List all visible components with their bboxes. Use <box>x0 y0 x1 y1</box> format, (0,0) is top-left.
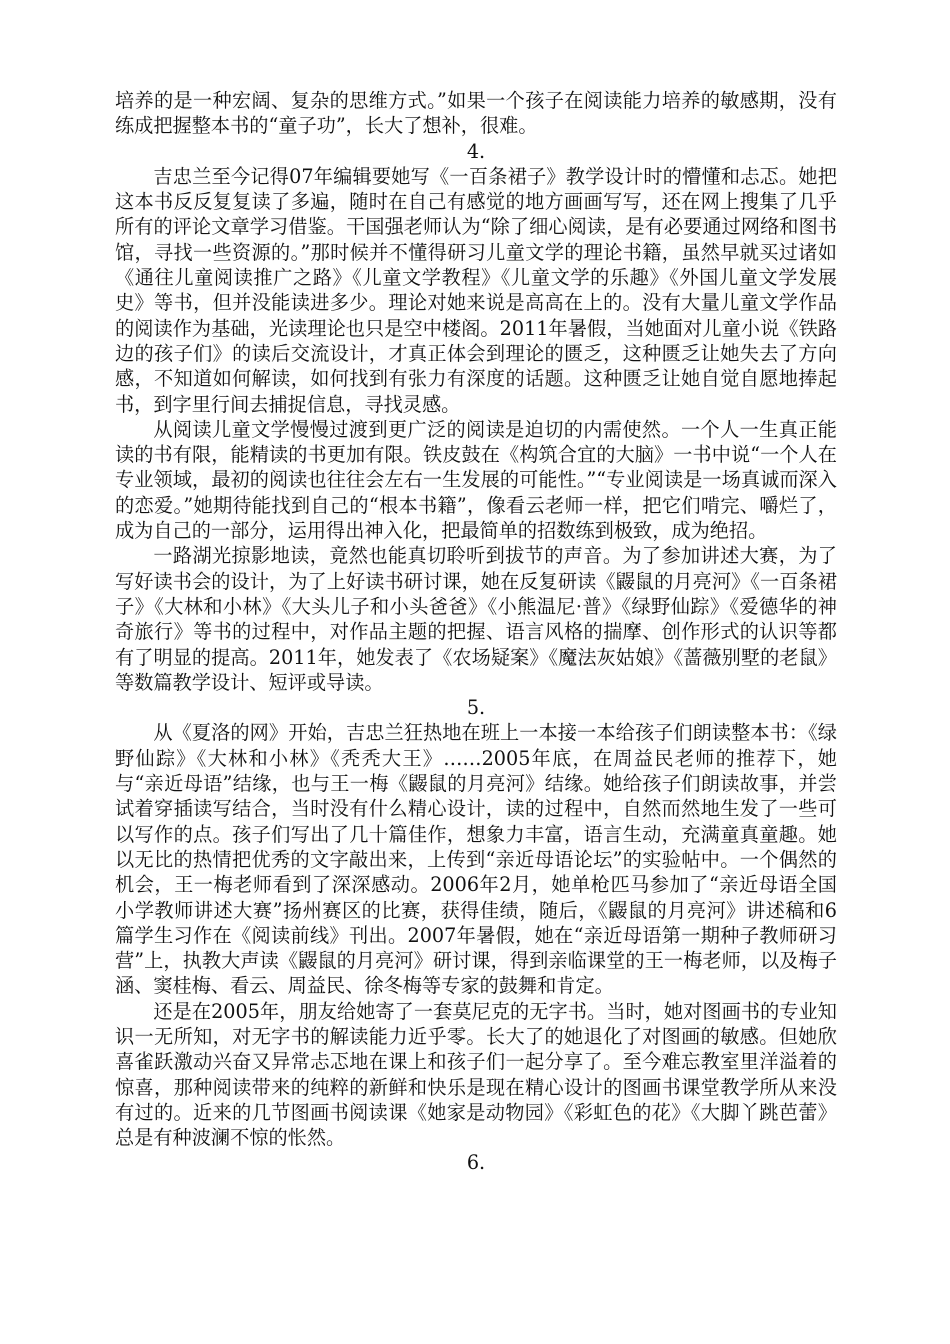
section-number-5: 5. <box>466 696 486 720</box>
section-number-6: 6. <box>466 1151 486 1175</box>
paragraph: 一路湖光掠影地读，竟然也能真切聆听到拔节的声音。为了参加讲述大赛，为了写好读书会的设计，为了上好读书研讨课，她在反复研读《鼹鼠的月亮河》《一百条裙子》《大林和小林》《大头儿子和小头爸爸》《小熊温尼·普》《绿野仙踪》《爱德华的神奇旅行》等书的过程中，对作品主题的把握、语言风格的揣摩、创作形式的认识等都有了明显的提高。2011年，她发表了《农场疑案》《魔法灰姑娘》《蔷薇别墅的老鼠》等数篇教学设计、短评或导读。 <box>115 544 837 694</box>
paragraph: 从《夏洛的网》开始，吉忠兰狂热地在班上一本接一本给孩子们朗读整本书：《绿野仙踪》《大林和小林》《秃秃大王》……2005年底，在周益民老师的推荐下，她与“亲近母语”结缘，也与王一梅《鼹鼠的月亮河》结缘。她给孩子们朗读故事，并尝试着穿插读写结合，当时没有什么精心设计，读的过程中，自然而然地生发了一些可以写作的点。孩子们写出了几十篇佳作，想象力丰富，语言生动，充满童真童趣。她以无比的热情把优秀的文字敲出来，上传到“亲近母语论坛”的实验帖中。一个偶然的机会，王一梅老师看到了深深感动。2006年2月，她单枪匹马参加了“亲近母语全国小学教师讲述大赛”扬州赛区的比赛，获得佳绩，随后，《鼹鼠的月亮河》讲述稿和6篇学生习作在《阅读前线》刊出。2007年暑假，她在“亲近母语第一期种子教师研习营”上，执教大声读《鼹鼠的月亮河》研讨课，得到亲临课堂的王一梅老师，以及梅子涵、窦桂梅、看云、周益民、徐冬梅等专家的鼓舞和肯定。 <box>115 721 837 998</box>
paragraph: 还是在2005年，朋友给她寄了一套莫尼克的无字书。当时，她对图画书的专业知识一无所知，对无字书的解读能力近乎零。长大了的她退化了对图画的敏感。但她欣喜雀跃激动兴奋又异常忐忑地在课上和孩子们一起分享了。至今难忘教室里洋溢着的惊喜，那种阅读带来的纯粹的新鲜和快乐是现在精心设计的图画书课堂教学所从来没有过的。近来的几节图画书阅读课《她家是动物园》《彩虹色的花》《大脚丫跳芭蕾》总是有种波澜不惊的怅然。 <box>115 999 837 1150</box>
paragraph: 吉忠兰至今记得07年编辑要她写《一百条裙子》教学设计时的懵懂和忐忑。她把这本书反反复复读了多遍，随时在自己有感觉的地方画画写写，还在网上搜集了几乎所有的评论文章学习借鉴。干国强老师认为“除了细心阅读，是有必要通过网络和图书馆，寻找一些资源的。”那时候并不懂得研习儿童文学的理论书籍，虽然早就买过诸如《通往儿童阅读推广之路》《儿童文学教程》《儿童文学的乐趣》《外国儿童文学发展史》等书，但并没能读进多少。理论对她来说是高高在上的。没有大量儿童文学作品的阅读作为基础，光读理论也只是空中楼阁。2011年暑假，当她面对儿童小说《铁路边的孩子们》的读后交流设计，才真正体会到理论的匮乏，这种匮乏让她失去了方向感，不知道如何解读，如何找到有张力有深度的话题。这种匮乏让她自觉自愿地捧起书，到字里行间去捕捉信息，寻找灵感。 <box>115 164 837 416</box>
section-number-4: 4. <box>466 139 486 163</box>
paragraph: 从阅读儿童文学慢慢过渡到更广泛的阅读是迫切的内需使然。一个人一生真正能读的书有限，能精读的书更加有限。铁皮鼓在《构筑合宜的大脑》一书中说“一个人在专业领域，最初的阅读也往往会左右一生发展的可能性。”“专业阅读是一场真诚而深入的恋爱。”她期待能找到自己的“根本书籍”，像看云老师一样，把它们啃完、嚼烂了，成为自己的一部分，运用得出神入化，把最简单的招数练到极致，成为绝招。 <box>115 417 837 543</box>
document-page <box>115 88 837 1176</box>
paragraph-continued: 培养的是一种宏阔、复杂的思维方式。”如果一个孩子在阅读能力培养的敏感期，没有练成把握整本书的“童子功”，长大了想补，很难。 <box>115 89 837 138</box>
